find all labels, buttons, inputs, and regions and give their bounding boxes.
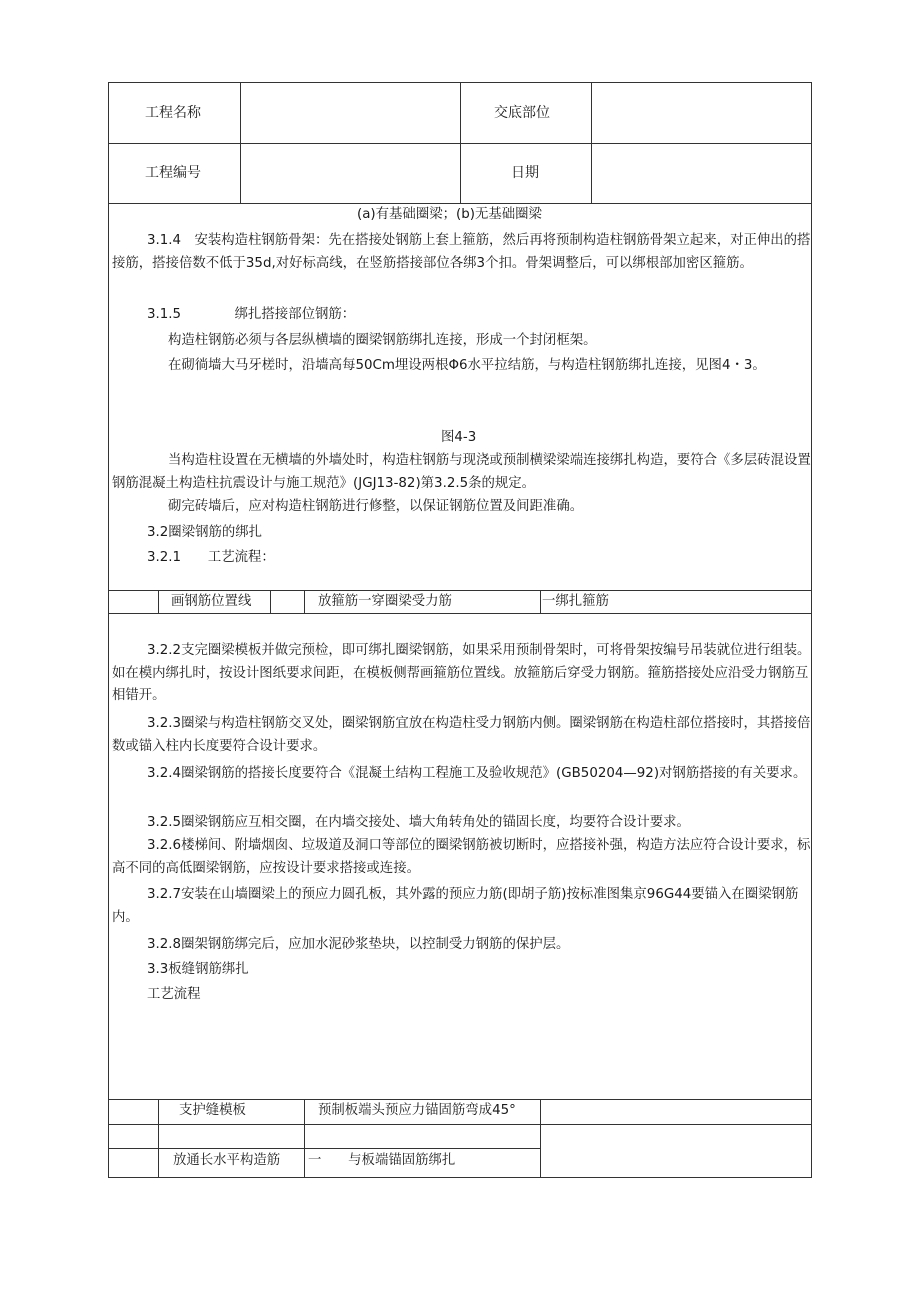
- date-label: 日期: [511, 165, 539, 181]
- flow2-divider-2: [304, 1099, 305, 1178]
- flow2-row2-top: [108, 1124, 812, 1125]
- flow2-step-bend-anchor: 预制板端头预应力锚固筋弯成45°: [318, 1103, 516, 1118]
- flow1-divider-2: [270, 590, 271, 613]
- flow2-step-tie-anchor: 一 与板端锚固筋绑扎: [308, 1153, 456, 1168]
- paragraph-outer-wall: 当构造柱设置在无横墙的外墙处时，构造柱钢筋与现浇或预制横梁梁端连接绑扎构造，要符合《多层砖混设置钢筋混凝土构造柱抗震设计与施工规范》(JGJ13-82)第3.2.5条的规定。: [112, 453, 811, 491]
- flow1-bottom-border: [108, 613, 812, 614]
- flow2-row3-top: [108, 1148, 540, 1149]
- paragraph-tie-1: 构造柱钢筋必须与各层纵横墙的圈梁钢筋绑扎连接，形成一个封闭框架。: [168, 333, 597, 348]
- flow2-step-place-horizontal: 放通长水平构造筋: [173, 1153, 281, 1168]
- flow1-top-border: [108, 590, 812, 591]
- flow2-divider-1: [158, 1099, 159, 1178]
- paragraph-3-1-4: 3.1.4 安装构造柱钢筋骨架：先在搭接处钢筋上套上箍筋，然后再将预制构造柱钢筋骨架立起来，对正伸出的搭接筋，搭接倍数不低于35d,对好标高线，在竖筋搭接部位各绑3个扣。骨架调整后，可以绑根部加密区箍筋。: [112, 233, 811, 271]
- heading-process: 工艺流程: [147, 987, 201, 1002]
- heading-3-2: 3.2圈梁钢筋的绑扎: [147, 525, 263, 540]
- flow1-step-draw-lines: 画钢筋位置线: [171, 594, 252, 609]
- heading-3-2-1: 3.2.1 工艺流程：: [147, 550, 275, 565]
- flow1-divider-4: [540, 590, 541, 613]
- paragraph-3-2-7: 3.2.7安装在山墙圈梁上的预应力圆孔板，其外露的预应力筋(即胡子筋)按标准图集京96G44要锚入在圈梁钢筋内。: [112, 887, 799, 925]
- paragraph-tie-2: 在砌徜墙大马牙槎时，沿墙高每50Cm埋设两根Φ6水平拉结筋，与构造柱钢筋绑扎连接，见图4・3。: [168, 358, 766, 373]
- paragraph-3-2-3: 3.2.3圈梁与构造柱钢筋交叉处，圈梁钢筋宜放在构造柱受力钢筋内侧。圈梁钢筋在构造柱部位搭接时，其搭接倍数或锚入柱内长度要符合设计要求。: [112, 716, 811, 754]
- figure-caption-ab: (a)有基础圈梁；(b)无基础圈梁: [357, 207, 542, 222]
- flow2-divider-3: [540, 1099, 541, 1178]
- heading-3-1-5: 3.1.5 绑扎搭接部位钢筋：: [147, 307, 356, 322]
- paragraph-3-2-5: 3.2.5圈梁钢筋应互相交圈，在内墙交接处、墙大角转角处的锚固长度，均要符合设计要求。: [147, 815, 690, 830]
- project-name-label: 工程名称: [145, 105, 201, 121]
- heading-3-3: 3.3板缝钢筋绑扎: [147, 962, 249, 977]
- paragraph-3-2-6: 3.2.6楼梯间、附墙烟囱、垃圾道及洞口等部位的圈梁钢筋被切断时，应搭接补强，构造方法应符合设计要求，标高不同的高低圈梁钢筋，应按设计要求搭接或连接。: [112, 838, 811, 876]
- header-col-divider-2: [460, 82, 461, 203]
- flow1-step-tie-stirrups: 一绑扎箍筋: [542, 594, 609, 609]
- paragraph-3-2-2: 3.2.2支完圈梁模板并做完预检，即可绑扎圈梁钢筋，如果采用预制骨架时，可将骨架按编号吊装就位进行组装。如在模内绑扎时，按设计图纸要求间距，在模板侧帮画箍筋位置线。放箍筋后穿受力钢筋。箍筋搭接处应沿受力钢筋互相错开。: [112, 643, 811, 703]
- handover-part-label: 交底部位: [494, 105, 550, 121]
- paragraph-3-2-8: 3.2.8圈架钢筋绑完后，应加水泥砂浆垫块，以控制受力钢筋的保护层。: [147, 937, 570, 952]
- flow2-row1-top: [108, 1099, 812, 1100]
- paragraph-after-brick: 砌完砖墙后，应对构造柱钢筋进行修整，以保证钢筋位置及间距准确。: [168, 499, 584, 514]
- flow1-divider-3: [304, 590, 305, 613]
- flow1-step-place-stirrups: 放箍筋一穿圈梁受力筋: [318, 594, 452, 609]
- header-bottom-border: [108, 203, 812, 204]
- flow1-divider-1: [158, 590, 159, 613]
- project-number-label: 工程编号: [145, 165, 201, 181]
- header-col-divider-1: [240, 82, 241, 203]
- paragraph-3-2-4: 3.2.4圈梁钢筋的搭接长度要符合《混凝土结构工程施工及验收规范》(GB50204—92)对钢筋搭接的有关要求。: [147, 766, 807, 781]
- flow2-step-formwork: 支护缝模板: [179, 1103, 246, 1118]
- header-col-divider-3: [591, 82, 592, 203]
- figure-4-3-caption: 图4-3: [441, 430, 477, 445]
